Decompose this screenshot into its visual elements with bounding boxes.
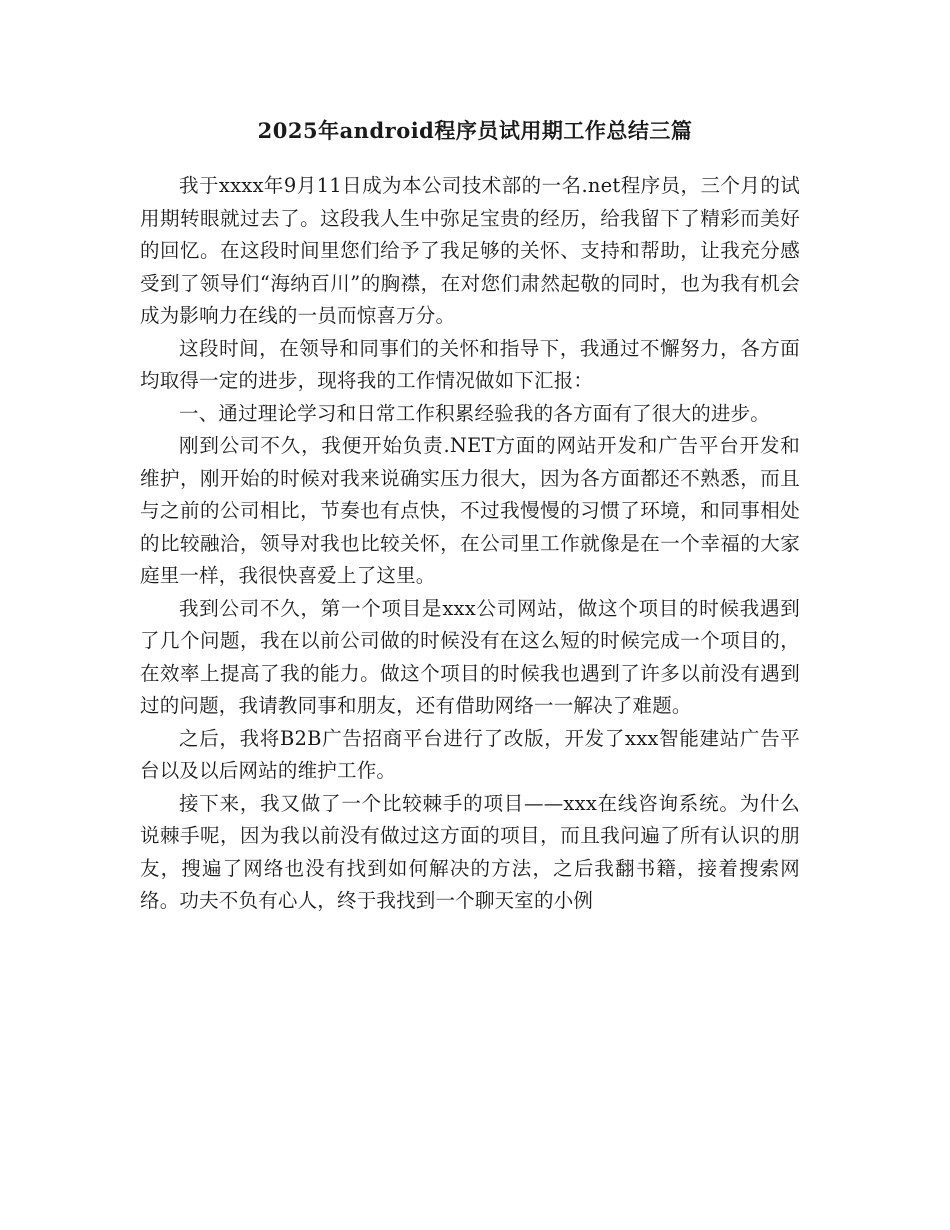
paragraph-intro: 我于xxxx年9月11日成为本公司技术部的一名.net程序员，三个月的试用期转眼就过去了。这段我人生中弥足宝贵的经历，给我留下了精彩而美好的回忆。在这段时间里您们给予了我足够的关怀、支持和帮助，让我充分感受到了领导们“海纳百川”的胸襟，在对您们肃然起敬的同时，也为我有机会成为影响力在线的一员而惊喜万分。 xyxy=(140,174,800,327)
paragraph-consult-system: 接下来，我又做了一个比较棘手的项目——xxx在线咨询系统。为什么说棘手呢，因为我以前没有做过这方面的项目，而且我问遍了所有认识的朋友，搜遍了网络也没有找到如何解决的方法，之后我翻书籍，接着搜索网络。功夫不负有心人，终于我找到一个聊天室的小例 xyxy=(140,791,800,912)
paragraph-first-project: 我到公司不久，第一个项目是xxx公司网站，做这个项目的时候我遇到了几个问题，我在以前公司做的时候没有在这么短的时候完成一个项目的，在效率上提高了我的能力。做这个项目的时候我也遇到了许多以前没有遇到过的问题，我请教同事和朋友，还有借助网络一一解决了难题。 xyxy=(140,596,800,717)
paragraph-b2b-platform: 之后，我将B2B广告招商平台进行了改版，开发了xxx智能建站广告平台以及以后网站的维护工作。 xyxy=(140,726,800,782)
paragraph-section-heading: 一、通过理论学习和日常工作积累经验我的各方面有了很大的进步。 xyxy=(179,401,771,425)
document-title: 2025年android程序员试用期工作总结三篇 xyxy=(257,118,693,143)
document-body xyxy=(140,170,800,918)
paragraph-onboarding: 刚到公司不久，我便开始负责.NET方面的网站开发和广告平台开发和维护，刚开始的时候对我来说确实压力很大，因为各方面都还不熟悉，而且与之前的公司相比，节奏也有点快，不过我慢慢的习惯了环境，和同事相处的比较融洽，领导对我也比较关怀，在公司里工作就像是在一个幸福的大家庭里一样，我很快喜爱上了这里。 xyxy=(140,434,800,587)
paragraph-report-intro: 这段时间，在领导和同事们的关怀和指导下，我通过不懈努力，各方面均取得一定的进步，现将我的工作情况做如下汇报： xyxy=(140,336,800,392)
